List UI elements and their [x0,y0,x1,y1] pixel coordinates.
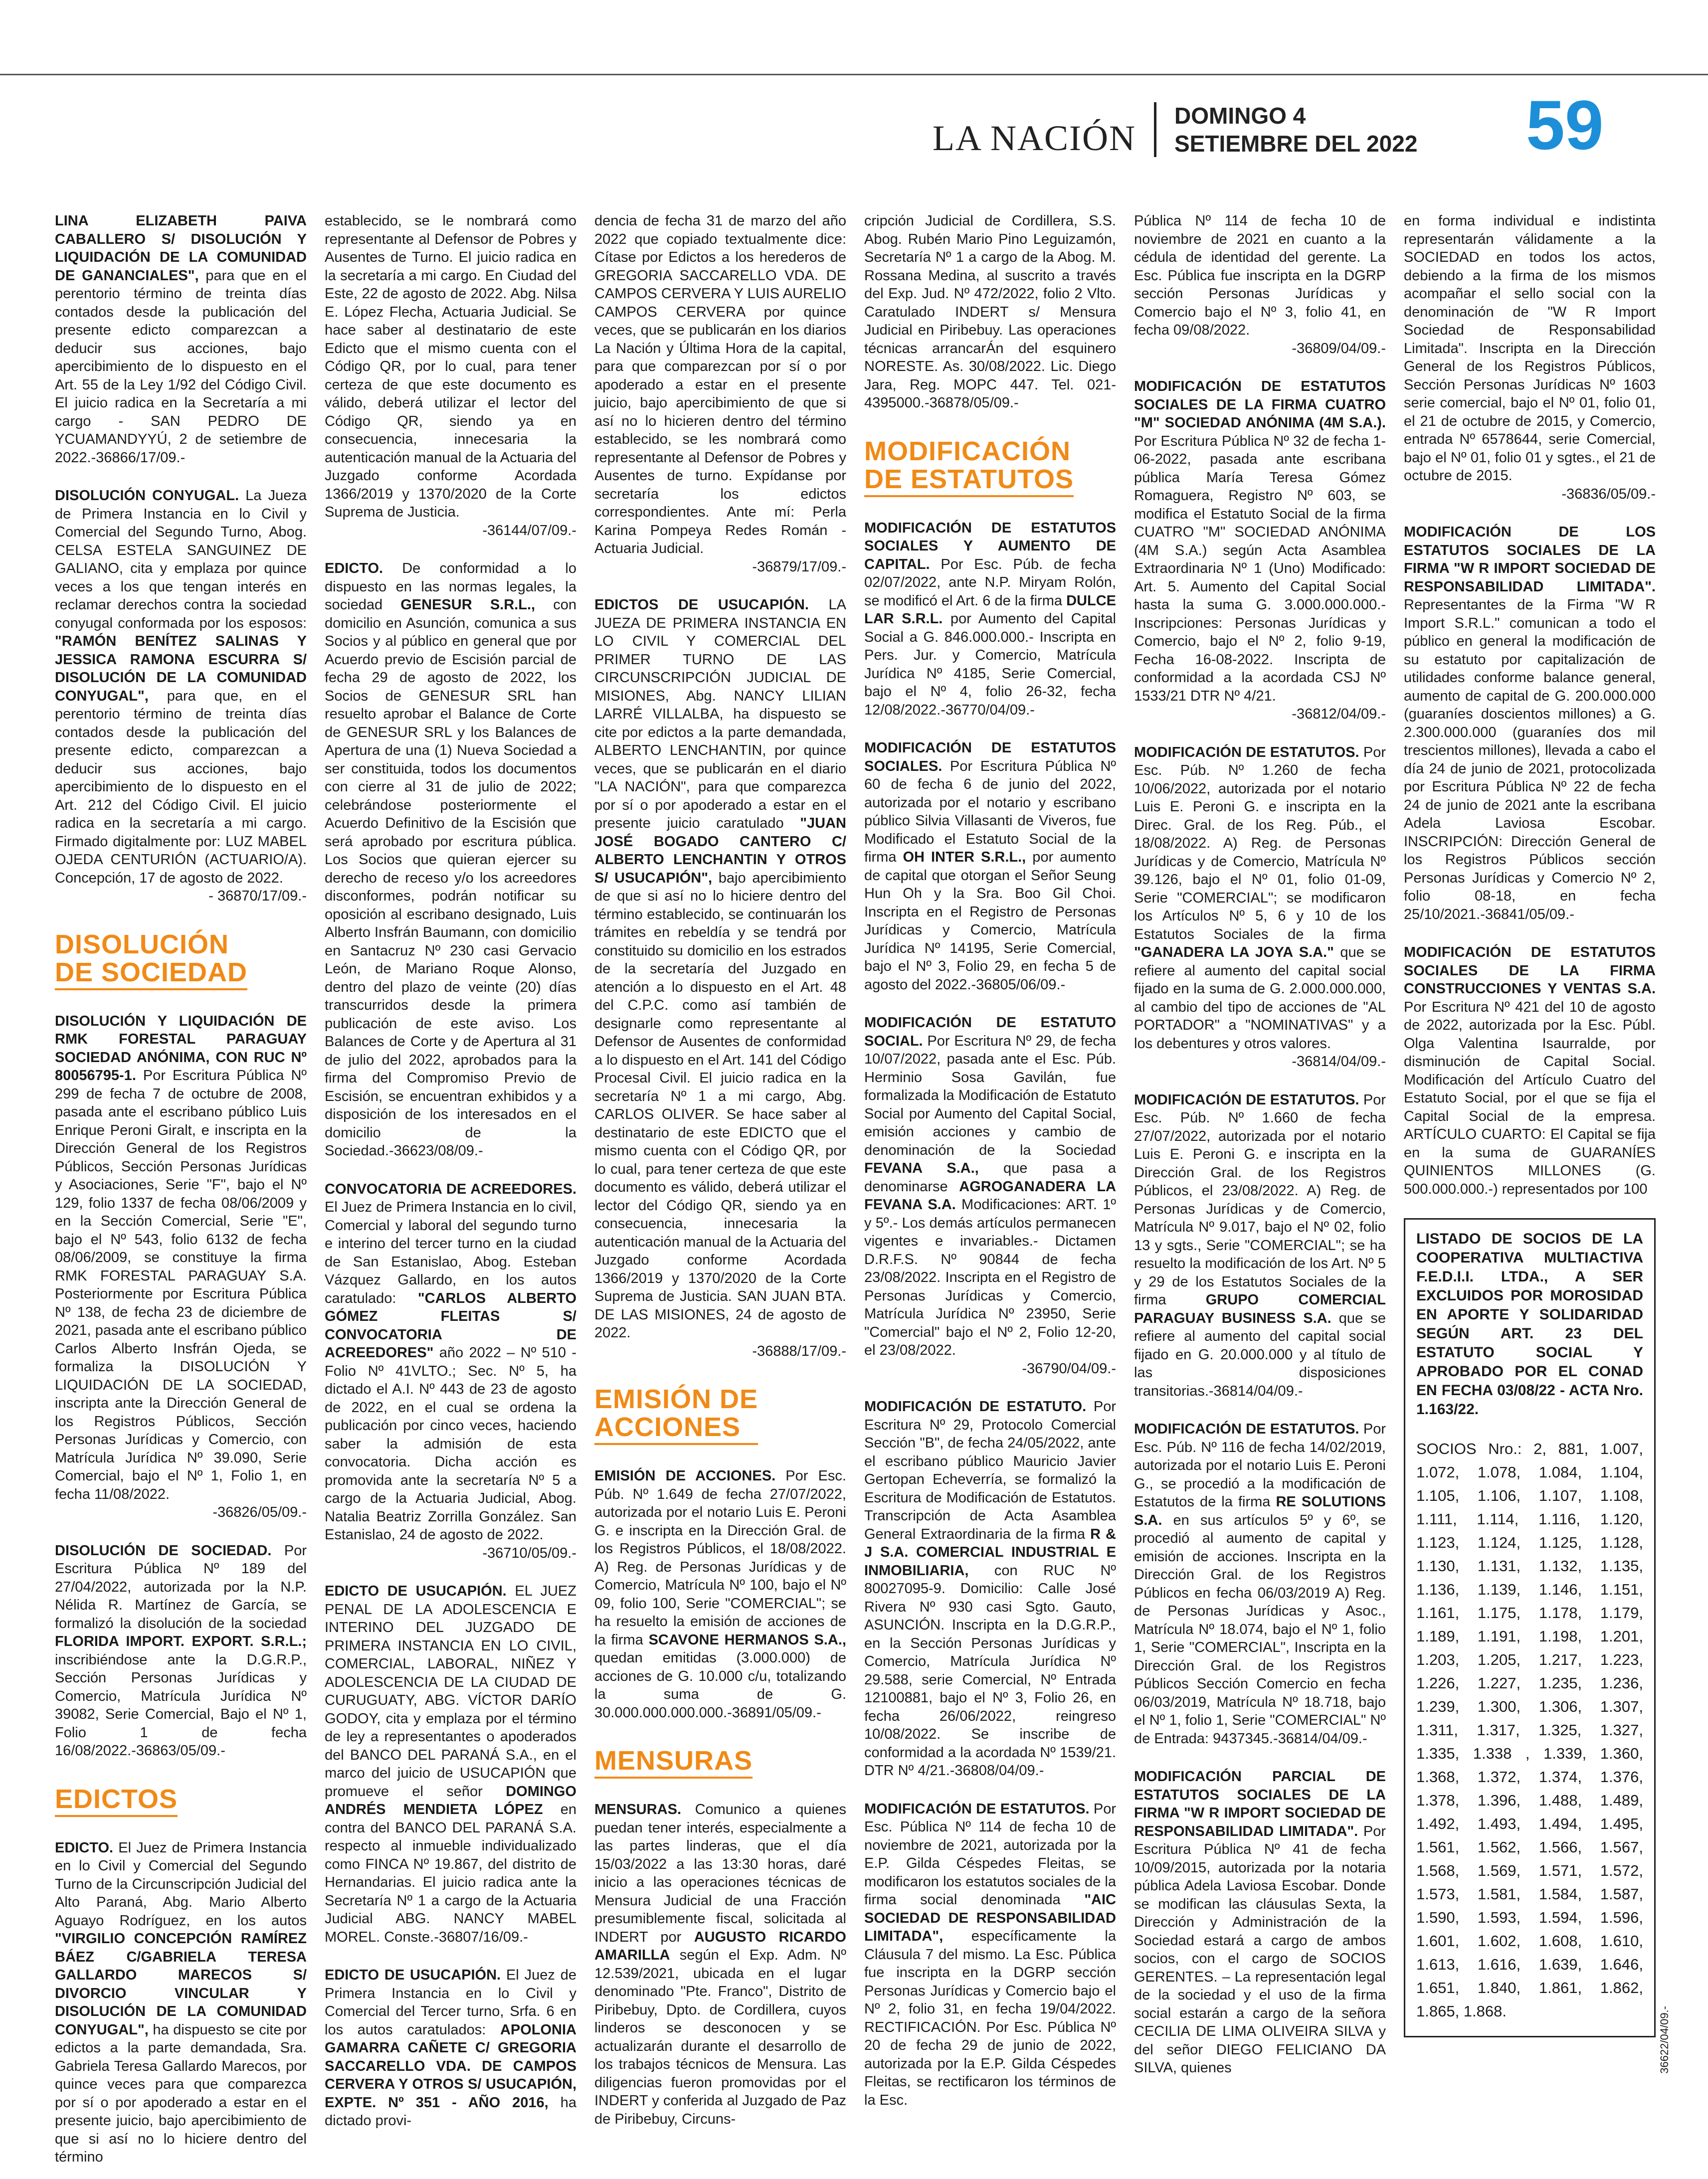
notice: MODIFICACIÓN DE LOS ESTATUTOS SOCIALES DE LA FIRMA "W R IMPORT SOCIEDAD DE RESPONSABILIDAD LIMITADA". Representantes de la Firma "W R Import S.R.L." comunican a todo el público en general la modificación de su estatuto por capitalización de utilidades conforme balance general, aumento de capital de G. 200.000.000 (guaraníes doscientos millones) a G. 2.300.000.000 (guaraníes dos mil trescientos millones), llevada a cabo el día 24 de junio de 2021, protocolizada por Escritura Pública Nº 22 de fecha 24 de junio de 2021 ante la escribana Adela Laviosa Escobar. INSCRIPCIÓN: Dirección General de los Registros Públicos sección Personas Jurídicas y Comercio Nº 2, folio 08-18, en fecha 25/10/2021.-36841/05/09.- [1404,524,1656,922]
notice: dencia de fecha 31 de marzo del año 2022 que copiado textualmente dice: Cítase por Edictos a los herederos de GREGORIA SACCARELLO VDA. DE CAMPOS CERVERA Y LUIS AURELIO CAMPOS CERVERA por quince veces, que se publicarán en los diarios La Nación y Última Hora de la capital, para que comparezcan por sí o por apoderado a estar en el presente juicio, bajo apercibimiento de que si así no lo hicieren dentro del término establecido, se les nombrará como representante al Defensor de Pobres y Ausentes de turno. Expídanse por secretaría los edictos correspondientes. Ante mí: Perla Karina Pompeya Redes Román - Actuaria Judicial. -36879/17/09.- [594,213,846,575]
notice: MODIFICACIÓN DE ESTATUTO SOCIAL. Por Escritura Nº 29, de fecha 10/07/2022, pasada ante el Esc. Púb. Herminio Sosa Gavilán, fue formalizada la Modificación de Estatuto Social por Aumento del Capital Social, emisión acciones y cambio de denominación de la Sociedad FEVANA S.A., que pasa a denominarse AGROGANADERA LA FEVANA S.A. Modificaciones: ART. 1º y 5º.- Los demás artículos permanecen vigentes e invariables.- Dictamen D.R.F.S. Nº 90844 de fecha 23/08/2022. Inscripta en el Registro de Personas Jurídicas y Comercio, Matrícula Jurídica Nº 23950, Serie "Comercial" bajo el Nº 2, Folio 12-20, el 23/08/2022. -36790/04/09.- [864,1015,1116,1377]
notice: DISOLUCIÓN CONYUGAL. La Jueza de Primera Instancia en lo Civil y Comercial del Segundo Turno, Abog. CELSA ESTELA SANGUINEZ DE GALIANO, cita y emplaza por quince veces a los que tengan interés en reclamar derechos contra la sociedad conyugal conformada por los esposos: "RAMÓN BENÍTEZ SALINAS Y JESSICA RAMONA ESCURRA S/ DISOLUCIÓN DE LA COMUNIDAD CONYUGAL", para que, en el perentorio término de treinta días contados desde la publicación del presente edicto, comparezcan a deducir sus acciones, bajo apercibimiento de lo dispuesto en el Art. 212 del Código Civil. El juicio radica en la secretaría a mi cargo. Firmado digitalmente por: LUZ MABEL OJEDA CENTURIÓN (ACTUARIO/A). Concepción, 17 de agosto de 2022. - 36870/17/09.- [55,488,307,904]
section-heading-mensuras: MENSURAS [594,1747,753,1779]
issue-day: DOMINGO 4 [1174,103,1306,129]
box-reference: 36622/04/09.- [1658,2006,1671,2074]
top-rule [0,74,1708,75]
notice: EMISIÓN DE ACCIONES. Por Esc. Púb. Nº 1.649 de fecha 27/07/2022, autorizada por el notario Luis E. Peroni G. e inscripta en la Dirección Gral. de los Registros Públicos, el 18/08/2022. A) Reg. de Personas Jurídicas y de Comercio, Matrícula Nº 100, bajo el Nº 09, folio 100, Serie "COMERCIAL"; se ha resuelto la emisión de acciones de la firma SCAVONE HERMANOS S.A., quedan emitidas (3.000.000) de acciones de G. 10.000 c/u, totalizando la suma de G. 30.000.000.000.000.-36891/05/09.- [594,1468,846,1721]
box-title: LISTADO DE SOCIOS DE LA COOPERATIVA MULTIACTIVA F.E.D.I.I. LTDA., A SER EXCLUIDOS POR MOROSIDAD EN APORTE Y SOLIDARIDAD SEGÚN ART. 23 DEL ESTATUTO SOCIAL Y APROBADO POR EL CONAD EN FECHA 03/08/22 - ACTA Nro. 1.163/22. [1416,1231,1643,1418]
notice: DISOLUCIÓN Y LIQUIDACIÓN DE RMK FORESTAL PARAGUAY SOCIEDAD ANÓNIMA, CON RUC Nº 80056795-1. Por Escritura Pública Nº 299 de fecha 7 de octubre de 2008, pasada ante el escribano público Luis Enrique Peroni Giralt, e inscripta en la Dirección General de los Registros Públicos, Sección Personas Jurídicas y Asociaciones, Serie "F", bajo el Nº 129, folio 1337 de fecha 08/06/2009 y en la Sección Comercial, Serie "E", bajo el Nº 543, folio 6132 de fecha 08/06/2009, se constituye la firma RMK FORESTAL PARAGUAY S.A. Posteriormente por Escritura Pública Nº 138, de fecha 23 de diciembre de 2021, pasada ante el escribano público Carlos Alberto Insfrán Ojeda, se formaliza la DISOLUCIÓN Y LIQUIDACIÓN DE LA SOCIEDAD, inscripta ante la Dirección General de los Registros Públicos, Sección Personas Jurídicas y Comercio, con Matrícula Jurídica Nº 39.090, Serie Comercial, bajo el Nº 1, Folio 1, en fecha 11/08/2022. -36826/05/09.- [55,1013,307,1520]
page-number: 59 [1526,86,1604,164]
notice: MODIFICACIÓN DE ESTATUTO. Por Escritura Nº 29, Protocolo Comercial Sección "B", de fecha 24/05/2022, ante el escribano público Mauricio Javier Gertopan Echeverría, se formalizó la Escritura de Modificación de Estatutos. Transcripción de Acta Asamblea General Extraordinaria de la firma R & J S.A. COMERCIAL INDUSTRIAL E INMOBILIARIA, con RUC Nº 80027095-9. Domicilio: Calle José Rivera Nº 930 casi Sgto. Gauto, ASUNCIÓN. Inscripta en la D.G.R.P., en la Sección Personas Jurídicas y Comercio, Matrícula Jurídica Nº 29.588, serie Comercial, Nº Entrada 12100881, bajo el Nº 3, Folio 26, en fecha 26/06/2022, reingreso 10/08/2022. Se inscribe de conformidad a la acordada Nº 1539/21. DTR Nº 4/21.-36808/04/09.- [864,1399,1117,1779]
notice: MODIFICACIÓN DE ESTATUTOS. Por Esc. Pública Nº 114 de fecha 10 de noviembre de 2021, autorizada por la E.P. Gilda Céspedes Fleitas, se modificaron los estatutos sociales de la firma social denominada "AIC SOCIEDAD DE RESPONSABILIDAD LIMITADA", específicamente la Cláusula 7 del mismo. La Esc. Pública fue inscripta en la DGRP sección Personas Jurídicas y Comercio bajo el Nº 2, folio 31, en fecha 19/04/2022. RECTIFICACIÓN. Por Esc. Pública Nº 20 de fecha 29 de junio de 2022, autorizada por la E.P. Gilda Céspedes Fleitas, se rectificaron los términos de la Esc. [864,1801,1116,2108]
notice: MODIFICACIÓN DE ESTATUTOS SOCIALES DE LA FIRMA CONSTRUCCIONES Y VENTAS S.A. Por Escritura Nº 421 del 10 de agosto de 2022, autorizada por la Esc. Públ. Olga Valentina Isaurralde, por disminución de Capital Social. Modificación del Artículo Cuatro del Estatuto Social, por el que se fija el Capital Social de la empresa. ARTÍCULO CUARTO: El Capital se fija en la suma de GUARANÍES QUINIENTOS MILLONES (G. 500.000.000.-) representados por 100 [1404,944,1656,1197]
masthead-divider [1154,102,1156,157]
notice: MODIFICACIÓN DE ESTATUTOS. Por Esc. Púb. Nº 1.660 de fecha 27/07/2022, autorizada por el notario Luis E. Peroni G. e inscripta en la Dirección Gral. de los Registros Públicos, el 23/08/2022. A) Reg. de Personas Jurídicas y de Comercio, Matrícula Nº 9.017, bajo el Nº 02, folio 13 y sgts., Serie "COMERCIAL"; se ha resuelto la modificación de los Art. Nº 5 y 29 de los Estatutos Sociales de la firma GRUPO COMERCIAL PARAGUAY BUSINESS S.A. que se refiere al aumento del capital social fijado en G. 20.000.000 y al título de las disposiciones transitorias.-36814/04/09.- [1134,1091,1386,1399]
notice: en forma individual e indistinta representarán válidamente a la SOCIEDAD en todos los actos, debiendo a la firma de los mismos acompañar el sello social con la denominación de "W R Import Sociedad de Responsabilidad Limitada". Inscripta en la Dirección General de los Registros Públicos, Sección Personas Jurídicas Nº 1603 serie comercial, bajo el Nº 01, folio 01, el 21 de octubre de 2015, y Comercio, entrada Nº 6578644, serie Comercial, bajo el Nº 01, folio 01 y sgtes., el 21 de octubre de 2015. -36836/05/09.- [1404,213,1656,502]
notice: MENSURAS. Comunico a quienes puedan tener interés, especialmente a las partes linderas, que el día 15/03/2022 a las 13:30 horas, daré inicio a las operaciones técnicas de Mensura Judicial de una Fracción presumiblemente fiscal, solicitada al INDERT por AUGUSTO RICARDO AMARILLA según el Exp. Adm. Nº 12.539/2021, ubicada en el lugar denominado "Pte. Franco", Distrito de Piribebuy, Dpto. de Cordillera, cuyos linderos se desconocen y se actualizarán durante el desarrollo de los trabajos técnicos de Mensura. Las diligencias fueron promovidas por el INDERT y conferida al Juzgado de Paz de Piribebuy, Circuns- [594,1802,846,2127]
notice: MODIFICACIÓN DE ESTATUTOS SOCIALES DE LA FIRMA CUATRO "M" SOCIEDAD ANÓNIMA (4M S.A.). Por Escritura Pública Nº 32 de fecha 1-06-2022, pasada ante escribana pública María Teresa Gómez Romaguera, Registro Nº 603, se modifica el Estatuto Social de la firma CUATRO "M" SOCIEDAD ANÓNIMA (4M S.A.) según Acta Asamblea Extraordinaria Nº 1 (Uno) Modificado: Art. 5. Aumento del Capital Social hasta la suma G. 3.000.000.000.- Inscripciones: Personas Jurídicas y Comercio, bajo el Nº 2, folio 9-19, Fecha 16-08-2022. Inscripta de conformidad a la acordada CSJ Nº 1533/21 DTR Nº 4/21. -36812/04/09.- [1134,378,1386,722]
newspaper-logo: LA NACIÓN [933,118,1136,158]
notice: EDICTOS DE USUCAPIÓN. LA JUEZA DE PRIMERA INSTANCIA EN LO CIVIL Y COMERCIAL DEL PRIMER TURNO DE LAS CIRCUNSCRIPCIÓN JUDICIAL DE MISIONES, Abg. NANCY LILIAN LARRÉ VILLALBA, ha dispuesto se cite por edictos a la parte demandada, ALBERTO LENCHANTIN, por quince veces, que se publicarán en el diario "LA NACIÓN", para que comparezca por sí o por apoderado a estar en el presente juicio caratulado "JUAN JOSÉ BOGADO CANTERO C/ ALBERTO LENCHANTIN Y OTROS S/ USUCAPIÓN", bajo apercibimiento de que si así no lo hiciere dentro del término establecido, se continuarán los trámites en rebeldía y se tendrá por constituido su domicilio en los estrados de la secretaría del Juzgado en atención a lo dispuesto en el Art. 48 del C.P.C. como así también de designarle como representante al Defensor de Ausentes de conformidad a lo dispuesto en el Art. 141 del Código Procesal Civil. El juicio radica en la secretaría Nº 1 a mi cargo, Abg. CARLOS OLIVER. Se hace saber al destinatario de este EDICTO que el mismo cuenta con el Código QR, por lo cual, para tener certeza de que este documento es válido, deberá utilizar el lector del Código QR, siendo ya en consecuencia, innecesaria la autenticación manual de la Actuaria del Juzgado conforme Acordada 1366/2019 y 1370/2020 de la Corte Suprema de Justicia. SAN JUAN BTA. DE LAS MISIONES, 24 de agosto de 2022. -36888/17/09.- [594,597,847,1359]
notice: EDICTO. El Juez de Primera Instancia en lo Civil y Comercial del Segundo Turno de la Circunscripción Judicial del Alto Paraná, Abg. Mario Alberto Aguayo Rodríguez, en los autos "VIRGILIO CONCEPCIÓN RAMÍREZ BÁEZ C/GABRIELA TERESA GALLARDO MARECOS S/ DIVORCIO VINCULAR Y DISOLUCIÓN DE LA COMUNIDAD CONYUGAL", ha dispuesto se cite por edictos a la parte demandada, Sra. Gabriela Teresa Gallardo Marecos, por quince veces para que comparezca por sí o por apoderado a estar en el presente juicio, bajo apercibimiento de que si así no lo hiciere dentro del término [55,1839,307,2165]
notice: MODIFICACIÓN DE ESTATUTOS. Por Esc. Púb. Nº 1.260 de fecha 10/06/2022, autorizada por el notario Luis E. Peroni G. e inscripta en la Direc. Gral. de los Reg. Púb., el 18/08/2022. A) Reg. de Personas Jurídicas y de Comercio, Matrícula Nº 39.126, bajo el Nº 01, folio 01-09, Serie "COMERCIAL"; se modificaron los Artículos Nº 5, 6 y 10 de los Estatutos Sociales de la firma "GANADERA LA JOYA S.A." que se refiere al aumento del capital social fijado en la suma de G. 2.000.000.000, al cambio del tipo de acciones de "AL PORTADOR" a "NOMINATIVAS" y a los debentures y otros valores. -36814/04/09.- [1134,744,1386,1070]
notice: EDICTO DE USUCAPIÓN. El Juez de Primera Instancia en lo Civil y Comercial del Tercer turno, Srfa. 6 en los autos caratulados: APOLONIA GAMARRA CAÑETE C/ GREGORIA SACCARELLO VDA. DE CAMPOS CERVERA Y OTROS S/ USUCAPIÓN, EXPTE. Nº 351 - AÑO 2016, ha dictado provi- [325,1967,576,2129]
issue-date [1174,102,1417,158]
notice: establecido, se le nombrará como representante al Defensor de Pobres y Ausentes de Turno. El juicio radica en la secretaría a mi cargo. En Ciudad del Este, 22 de agosto de 2022. Abg. Nilsa E. López Flecha, Actuaria Judicial. Se hace saber al destinatario de este Edicto que el mismo cuenta con el Código QR, por lo cual, para tener certeza de que este documento es válido, deberá utilizar el lector del Código QR, siendo ya en consecuencia, innecesaria la autenticación manual de la Actuaria del Juzgado conforme Acordada 1366/2019 y 1370/2020 de la Corte Suprema de Justicia. -36144/07/09.- [325,213,576,539]
cooperative-members-box [1404,1218,1671,2074]
column-1 [55,212,307,2165]
notice: EDICTO. De conformidad a lo dispuesto en las normas legales, la sociedad GENESUR S.R.L., con domicilio en Asunción, comunica a sus Socios y al público en general que por Acuerdo previo de Escisión parcial de fecha 29 de agosto de 2022, los Socios de GENESUR SRL han resuelto aprobar el Balance de Corte de GENESUR SRL y los Balances de Apertura de una (1) Nueva Sociedad a ser constituida, todos los documentos con cierre al 31 de julio de 2022; celebrándose posteriormente el Acuerdo Definitivo de la Escisión que será aprobado por escritura pública. Los Socios que quieran ejercer su derecho de receso y/o los acreedores disconformes, podrán notificar su oposición al escribano designado, Luis Alberto Insfrán Baumann, con domicilio en Santacruz Nº 230 casi Gervacio León, de Mariano Roque Alonso, dentro del plazo de veinte (20) días transcurridos desde la primera publicación de este aviso. Los Balances de Corte y de Apertura al 31 de julio del 2022, aprobados para la firma del Compromiso Previo de Escisión, se encuentran exhibidos y a disposición de los interesados en el domicilio de la Sociedad.-36623/08/09.- [325,560,576,1159]
section-heading-edictos: EDICTOS [55,1785,178,1817]
notice: MODIFICACIÓN DE ESTATUTOS SOCIALES Y AUMENTO DE CAPITAL. Por Esc. Púb. de fecha 02/07/2022, ante N.P. Miryam Rolón, se modificó el Art. 6 de la firma DULCE LAR S.R.L. por Aumento del Capital Social a G. 846.000.000.- Inscripta en Pers. Jur. y Comercio, Matrícula Jurídica Nº 4185, Serie Comercial, bajo el Nº 4, folio 26-32, fecha 12/08/2022.-36770/04/09.- [864,520,1116,718]
column-2 [325,212,576,2147]
notice: MODIFICACIÓN DE ESTATUTOS SOCIALES. Por Escritura Pública Nº 60 de fecha 6 de junio del 2022, autorizada por el notario y escribano público Silvia Villasanti de Viveros, fue Modificado el Estatuto Social de la firma OH INTER S.R.L., por aumento de capital que otorgan el Señor Seung Hun Oh y la Sra. Boo Gil Choi. Inscripta en el Registro de Personas Jurídicas y Comercio, Matrícula Jurídica Nº 14195, Serie Comercial, bajo el Nº 3, Folio 29, en fecha 5 de agosto del 2022.-36805/06/09.- [864,740,1116,993]
section-heading-disolucion: DISOLUCIÓN DE SOCIEDAD [55,930,247,990]
notice: MODIFICACIÓN DE ESTATUTOS. Por Esc. Púb. Nº 116 de fecha 14/02/2019, autorizada por el notario Luis E. Peroni G., se procedió a la modificación de Estatutos de la firma RE SOLUTIONS S.A. en sus artículos 5º y 6º, se procedió al aumento de capital y emisión de acciones. Inscripta en la Dirección Gral. de los Registros Públicos en fecha 06/03/2019 A) Reg. de Personas Jurídicas y Asoc., Matrícula Nº 18.074, bajo el Nº 1, folio 1, Serie "COMERCIAL", Inscripta en la Dirección Gral. de los Registros Públicos Sección Comercio en fecha 06/03/2019, Matrícula Nº 18.718, bajo el Nº 1, folio 1, Serie "COMERCIAL" Nº de Entrada: 9437345.-36814/04/09.- [1134,1421,1386,1747]
classifieds-columns [55,212,1671,2165]
column-5 [1134,212,1386,2147]
masthead [933,100,1417,160]
issue-month-year: SETIEMBRE DEL 2022 [1174,131,1418,157]
column-4 [864,212,1116,2147]
section-heading-emision: EMISIÓN DE ACCIONES [594,1385,758,1445]
notice: DISOLUCIÓN DE SOCIEDAD. Por Escritura Pública Nº 189 del 27/04/2022, autorizada por la N.P. Nélida R. Martínez de García, se formalizó la disolución de la sociedad FLORIDA IMPORT. EXPORT. S.R.L.; inscribiéndose ante la D.G.R.P., Sección Personas Jurídicas y Comercio, Matrícula Jurídica Nº 39082, Serie Comercial, Bajo el Nº 1, Folio 1 de fecha 16/08/2022.-36863/05/09.- [55,1542,307,1759]
section-heading-modificacion: MODIFICACIÓN DE ESTATUTOS [864,437,1074,497]
notice: CONVOCATORIA DE ACREEDORES. El Juez de Primera Instancia en lo civil, Comercial y laboral del segundo turno e interino del tercer turno en la ciudad de San Estanislao, Abog. Esteban Vázquez Gallardo, en los autos caratulado: "CARLOS ALBERTO GÓMEZ FLEITAS S/ CONVOCATORIA DE ACREEDORES" año 2022 – Nº 510 - Folio Nº 41VLTO.; Sec. Nº 5, ha dictado el A.I. Nº 443 de 23 de agosto de 2022, en el cual se ordena la publicación por cinco veces, haciendo saber la admisión de esta convocatoria. Dicha acción es promovida ante la secretaría Nº 5 a cargo de la Actuaria Judicial, Abog. Natalia Beatriz Zorrilla González. San Estanislao, 24 de agosto de 2022. -36710/05/09.- [325,1181,577,1561]
box-member-list: SOCIOS Nro.: 2, 881, 1.007, 1.072, 1.078, 1.084, 1.104, 1.105, 1.106, 1.107, 1.108, 1.111, 1.114, 1.116, 1.120, 1.123, 1.124, 1.125, 1.128, 1.130, 1.131, 1.132, 1.135, 1.136, 1.139, 1.146, 1.151, 1.161, 1.175, 1.178, 1.179, 1.189, 1.191, 1.198, 1.201, 1.203, 1.205, 1.217, 1.223, 1.226, 1.227, 1.235, 1.236, 1.239, 1.300, 1.306, 1.307, 1.311, 1.317, 1.325, 1.327, 1.335, 1.338 , 1.339, 1.360, 1.368, 1.372, 1.374, 1.376, 1.378, 1.396, 1.488, 1.489, 1.492, 1.493, 1.494, 1.495, 1.561, 1.562, 1.566, 1.567, 1.568, 1.569, 1.571, 1.572, 1.573, 1.581, 1.584, 1.587, 1.590, 1.593, 1.594, 1.596, 1.601, 1.602, 1.608, 1.610, 1.613, 1.616, 1.639, 1.646, 1.651, 1.840, 1.861, 1.862, 1.865, 1.868. [1416,1440,1643,2020]
notice: MODIFICACIÓN PARCIAL DE ESTATUTOS SOCIALES DE LA FIRMA "W R IMPORT SOCIEDAD DE RESPONSABILIDAD LIMITADA". Por Escritura Pública Nº 41 de fecha 10/09/2015, autorizada por la notaria pública Adela Laviosa Escobar. Donde se modifican las cláusulas Sexta, la Dirección y Administración de la Sociedad estará a cargo de ambos socios, con el cargo de SOCIOS GERENTES. – La representación legal de la sociedad y el uso de la firma social estarán a cargo de la señora CECILIA DE LIMA OLIVEIRA SILVA y del señor DIEGO FELICIANO DA SILVA, quienes [1134,1769,1386,2076]
notice: Pública Nº 114 de fecha 10 de noviembre de 2021 en cuanto a la cédula de identidad del gerente. La Esc. Pública fue inscripta en la DGRP sección Personas Jurídicas y Comercio bajo el Nº 3, folio 41, en fecha 09/08/2022. -36809/04/09.- [1134,213,1386,357]
notice: cripción Judicial de Cordillera, S.S. Abog. Rubén Mario Pino Leguizamón, Secretaría Nº 1 a cargo de la Abog. M. Rossana Medina, al suscrito a través del Exp. Jud. Nº 472/2022, folio 2 Vlto. Caratulado INDERT s/ Mensura Judicial en Piribebuy. Las operaciones técnicas arrancarÁn del esquinero NORESTE. As. 30/08/2022. Lic. Diego Jara, Reg. MOPC 447. Tel. 021-4395000.-36878/05/09.- [864,213,1116,411]
notice: LINA ELIZABETH PAIVA CABALLERO S/ DISOLUCIÓN Y LIQUIDACIÓN DE LA COMUNIDAD DE GANANCIALES", para que en el perentorio término de treinta días contados desde la publicación del presente edicto comparezcan a deducir sus acciones, bajo apercibimiento de lo dispuesto en el Art. 55 de la Ley 1/92 del Código Civil. El juicio radica en la Secretaría a mi cargo - SAN PEDRO DE YCUAMANDYYÚ, 2 de setiembre de 2022.-36866/17/09.- [55,213,307,466]
notice: EDICTO DE USUCAPIÓN. EL JUEZ PENAL DE LA ADOLESCENCIA E INTERINO DEL JUZGADO DE PRIMERA INSTANCIA EN LO CIVIL, COMERCIAL, LABORAL, NIÑEZ Y ADOLESCENCIA DE LA CIUDAD DE CURUGUATY, ABG. VÍCTOR DARÍO GODOY, cita y emplaza por el término de ley a representantes o apoderados del BANCO DEL PARANÁ S.A., en el marco del juicio de USUCAPIÓN que promueve el señor DOMINGO ANDRÉS MENDIETA LÓPEZ en contra del BANCO DEL PARANÁ S.A. respecto al inmueble individualizado como FINCA Nº 19.867, del distrito de Hernandarias. El juicio radica ante la Secretaría Nº 1 a cargo de la Actuaria Judicial ABG. NANCY MABEL MOREL. Conste.-36807/16/09.- [325,1583,576,1945]
column-3 [594,212,846,2147]
column-6 [1404,212,1671,2147]
